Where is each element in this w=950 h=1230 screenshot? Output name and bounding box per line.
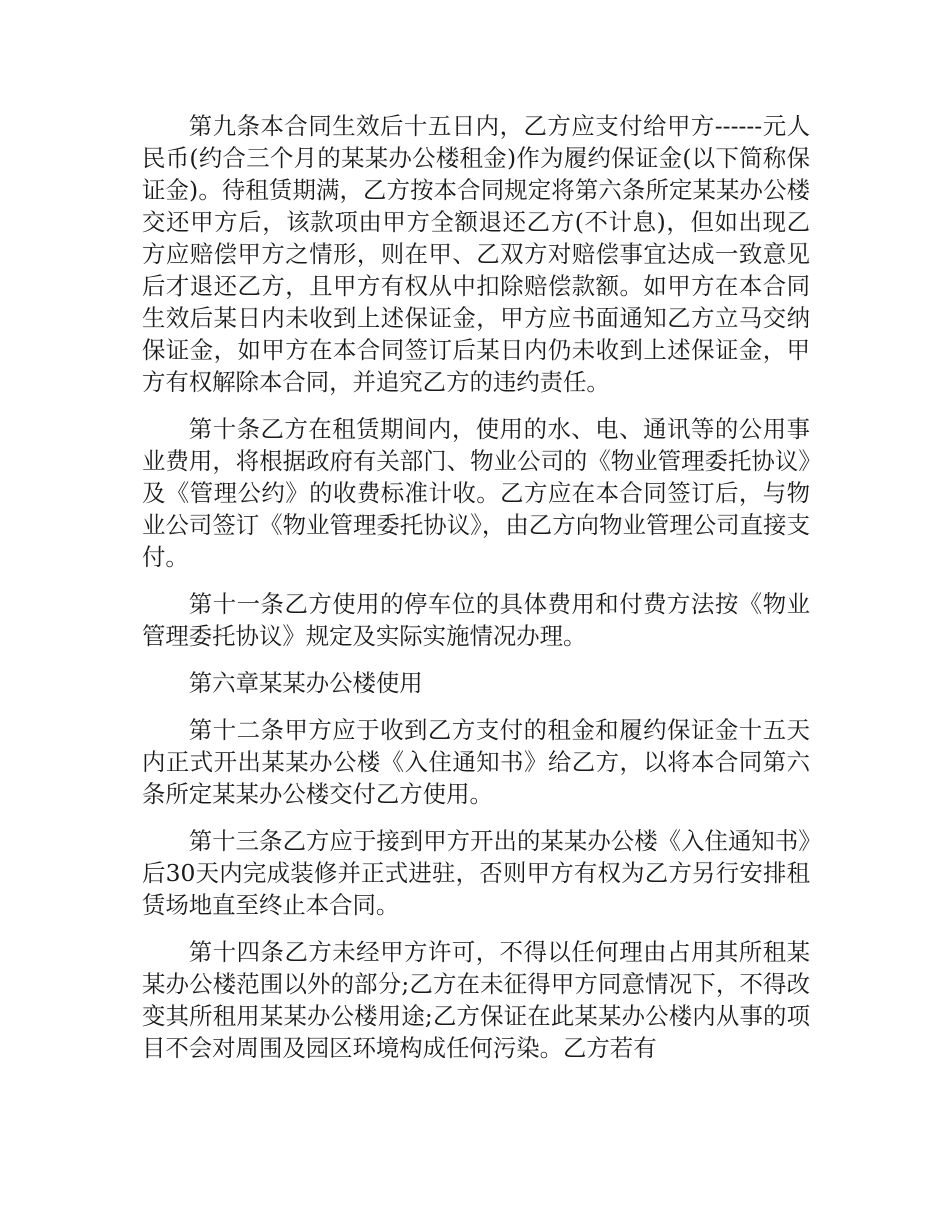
paragraph-article-14: 第十四条乙方未经甲方许可，不得以任何理由占用其所租某某办公楼范围以外的部分;乙方在未征得甲方同意情况下，不得改变其所租用某某办公楼用途;乙方保证在此某某办公楼内从事的项目不会对周围及园区环境构成任何污染。乙方若有: [142, 938, 810, 1062]
paragraph-article-9: 第九条本合同生效后十五日内，乙方应支付给甲方------元人民币(约合三个月的某某办公楼租金)作为履约保证金(以下简称保证金)。待租赁期满，乙方按本合同规定将第六条所定某某办公楼交还甲方后，该款项由甲方全额退还乙方(不计息)，但如出现乙方应赔偿甲方之情形，则在甲、乙双方对赔偿事宜达成一致意见后才退还乙方，且甲方有权从中扣除赔偿款额。如甲方在本合同生效后某日内未收到上述保证金，甲方应书面通知乙方立马交纳保证金，如甲方在本合同签订后某日内仍未收到上述保证金，甲方有权解除本合同，并追究乙方的违约责任。: [142, 112, 810, 396]
paragraph-article-11: 第十一条乙方使用的停车位的具体费用和付费方法按《物业管理委托协议》规定及实际实施情况办理。: [142, 590, 810, 650]
paragraph-article-13: 第十三条乙方应于接到甲方开出的某某办公楼《入住通知书》后30天内完成装修并正式进驻，否则甲方有权为乙方另行安排租赁场地直至终止本合同。: [142, 827, 810, 919]
chapter-heading: 第六章某某办公楼使用: [188, 669, 423, 697]
paragraph-article-12: 第十二条甲方应于收到乙方支付的租金和履约保证金十五天内正式开出某某办公楼《入住通知书》给乙方，以将本合同第六条所定某某办公楼交付乙方使用。: [142, 716, 810, 808]
paragraph-article-10: 第十条乙方在租赁期间内，使用的水、电、通讯等的公用事业费用，将根据政府有关部门、物业公司的《物业管理委托协议》及《管理公约》的收费标准计收。乙方应在本合同签订后，与物业公司签订《物业管理委托协议》，由乙方向物业管理公司直接支付。: [142, 415, 810, 571]
document-body: [142, 110, 810, 1079]
